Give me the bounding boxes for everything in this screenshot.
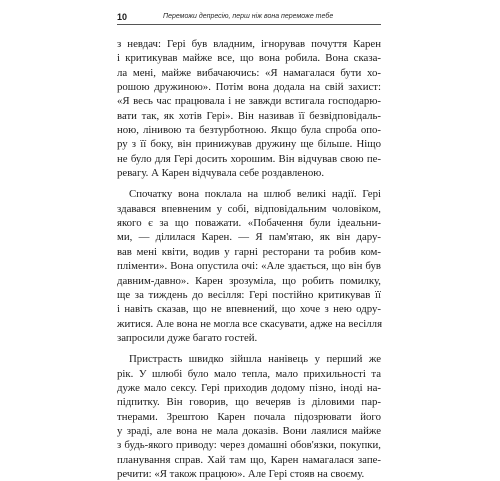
header-rule — [117, 24, 381, 25]
text-line: якого є за що поважати. «Побачення були ідеальни- — [117, 217, 381, 230]
text-line: і критикував майже все, що вона робила. Вона сказа- — [117, 52, 381, 65]
paragraph-gap — [117, 180, 381, 187]
text-line: ру з її боку, він принижував дружину ще більше. Нiщо — [117, 138, 381, 151]
text-line: рік. У шлюбі було мало тепла, мало прихильності та — [117, 367, 381, 380]
text-line: «Я весь час працювала і не завжди встигала господарю- — [117, 95, 381, 108]
text-line: дуже мало сексу. Гері приходив додому пізно, іноді на- — [117, 381, 381, 394]
text-line: і навіть сказав, що не впевнений, що хоче з нею одру- — [117, 303, 381, 316]
text-line: вав мені квіти, водив у гарні ресторани та робив ком- — [117, 245, 381, 258]
text-line: у зраді, але вона не мала доказів. Вони лаялися майже — [117, 424, 381, 437]
text-line: здавався впевненим у собі, відповідальним чоловіком, — [117, 202, 381, 215]
text-line: ще за тиждень до весілля: Гері постійно критикував її — [117, 288, 381, 301]
text-line: з невдач: Гері був владним, ігнорував почуття Карен — [117, 38, 381, 50]
text-line: давним-давно». Карен зрозуміла, що робить помилку, — [117, 274, 381, 287]
page-header — [117, 11, 381, 27]
paragraph-3 — [117, 352, 381, 481]
paragraph-gap — [117, 345, 381, 352]
body-text — [117, 37, 381, 481]
paragraph-2 — [117, 187, 381, 345]
running-title: Переможи депресію, перш ніж вона переможе тебе — [163, 13, 334, 20]
paragraph-1 — [117, 37, 381, 180]
text-line: тнерами. Зрештою Карен почала підозрювати його — [117, 410, 381, 423]
text-line: з будь-якого приводу: через домашні обов'язки, покупки, — [117, 439, 381, 452]
text-line: ла мені, майже вибачаючись: «Я намагалася бути хо- — [117, 66, 381, 79]
text-line: вати так, як хотів Гері». Він називав її безвідповідаль- — [117, 109, 381, 122]
text-line: ми, — ділилася Карен. — Я пам'ятаю, як він дару- — [117, 231, 381, 244]
text-line: ною, лінивою та безтурботною. Якщо була спроба опо- — [117, 124, 381, 137]
text-line: Пристрасть швидко зійшла нанівець у перший же — [129, 353, 381, 366]
text-line: речити: «Я також працюю». Але Гері стояв на своєму. — [117, 467, 365, 480]
text-line: рошою дружиною». Потім вона додала на свій захист: — [117, 81, 381, 94]
text-line: Спочатку вона поклала на шлюб великі надії. Гері — [129, 188, 381, 201]
text-line: пліменти». Вона опустила очі: «Але здається, що він був — [117, 260, 381, 273]
text-line: житися. Але вона не могла все скасувати, адже на весілля — [117, 317, 383, 330]
text-line: не було для Гері досить хорошим. Він відчував свою пе- — [117, 152, 381, 165]
text-line: запросили дуже багато гостей. — [117, 331, 258, 344]
page-number: 10 — [117, 12, 128, 22]
text-line: планування справ. Хай там що, Карен намагалася запе- — [117, 453, 381, 466]
text-line: підпитку. Він говорив, що вечеряв із діловими пар- — [117, 396, 381, 409]
text-line: ревагу. А Карен відчувала себе роздавленою. — [117, 167, 325, 180]
